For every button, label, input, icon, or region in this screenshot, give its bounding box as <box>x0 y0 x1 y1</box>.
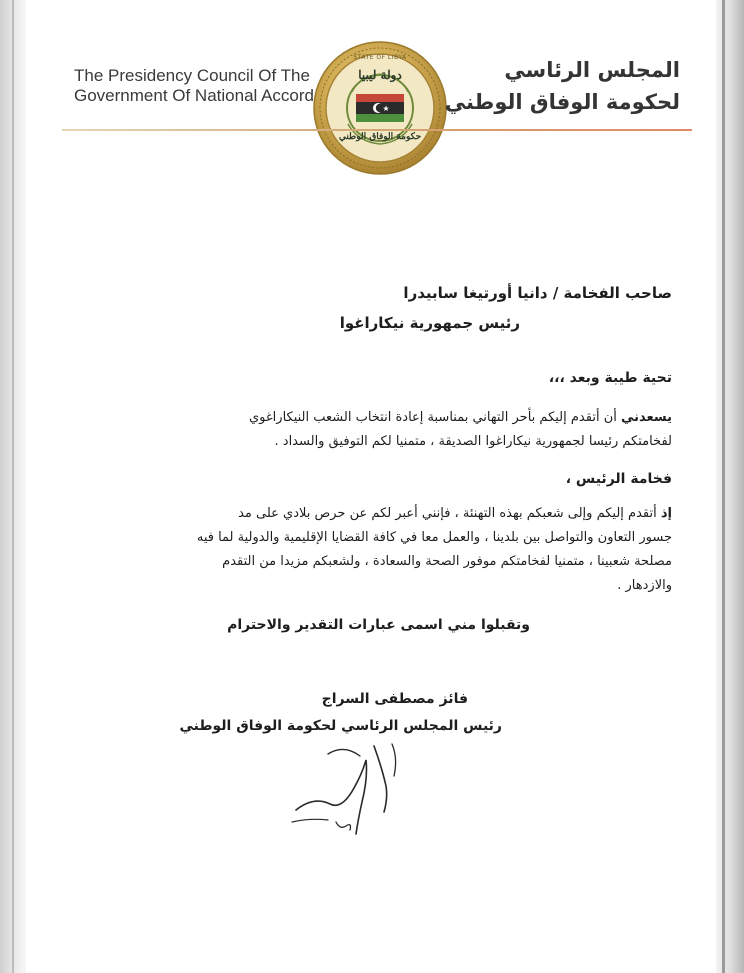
paragraph1-line1 <box>249 410 672 425</box>
paragraph2-line1 <box>238 506 672 521</box>
letterhead-arabic-line1: المجلس الرئاسي <box>504 58 680 82</box>
paragraph2-line3: مصلحة شعبينا ، متمنيا لفخامتكم موفور الصحة والسعادة ، ولشعبكم مزيدا من التقدم <box>222 554 672 569</box>
letterhead-arabic <box>445 54 680 118</box>
scan-edge-left <box>0 0 26 973</box>
paragraph2-line4: والازدهار . <box>617 578 672 593</box>
seal-top-text: STATE OF LIBYA <box>353 54 407 61</box>
letterhead-divider <box>62 129 692 131</box>
paragraph2-line2: جسور التعاون والتواصل بين بلدينا ، والعمل معا في كافة القضايا الإقليمية والدولية لما فيه <box>196 530 672 545</box>
crescent-star-seal-icon <box>312 40 448 176</box>
signatory-name: فائز مصطفى السراج <box>321 691 468 707</box>
signatory-title: رئيس المجلس الرئاسي لحكومة الوفاق الوطني <box>179 718 502 734</box>
seal-arabic-name: دولة ليبيا <box>358 68 402 82</box>
recipient-position: رئيس جمهورية نيكاراغوا <box>339 314 520 332</box>
paragraph1-lead-word: يسعدني <box>621 410 672 425</box>
recipient-title: صاحب الفخامة / دانيا أورتيغا سابيدرا <box>403 284 672 302</box>
greeting: تحية طيبة وبعد ،،، <box>548 370 672 386</box>
signature-graphic <box>270 738 440 843</box>
handwritten-signature-icon <box>270 738 440 843</box>
letterhead-english <box>74 66 314 106</box>
paragraph1-line1-text: أن أتقدم إليكم بأحر التهاني بمناسبة إعادة انتخاب الشعب النيكاراغوي <box>248 410 617 425</box>
closing-line: وتقبلوا مني اسمى عبارات التقدير والاحترام <box>227 617 530 633</box>
scan-edge-right <box>716 0 744 973</box>
paragraph2-line1-text: أتقدم إليكم وإلى شعبكم بهذه التهنئة ، فإنني أعبر لكم عن حرص بلادي على مد <box>238 506 657 521</box>
paragraph1-line2: لفخامتكم رئيسا لجمهورية نيكاراغوا الصديقة ، متمنيا لكم التوفيق والسداد . <box>274 434 672 449</box>
letterhead-arabic-line2: لحكومة الوفاق الوطني <box>444 90 680 114</box>
letterhead-english-line1: The Presidency Council Of The <box>74 66 310 85</box>
seal-arabic-subtitle: حكومة الوفاق الوطني <box>338 132 422 142</box>
paragraph2-lead-word: إذ <box>660 506 672 521</box>
salutation: فخامة الرئيس ، <box>565 471 672 487</box>
letterhead-english-line2: Government Of National Accord <box>74 86 315 105</box>
